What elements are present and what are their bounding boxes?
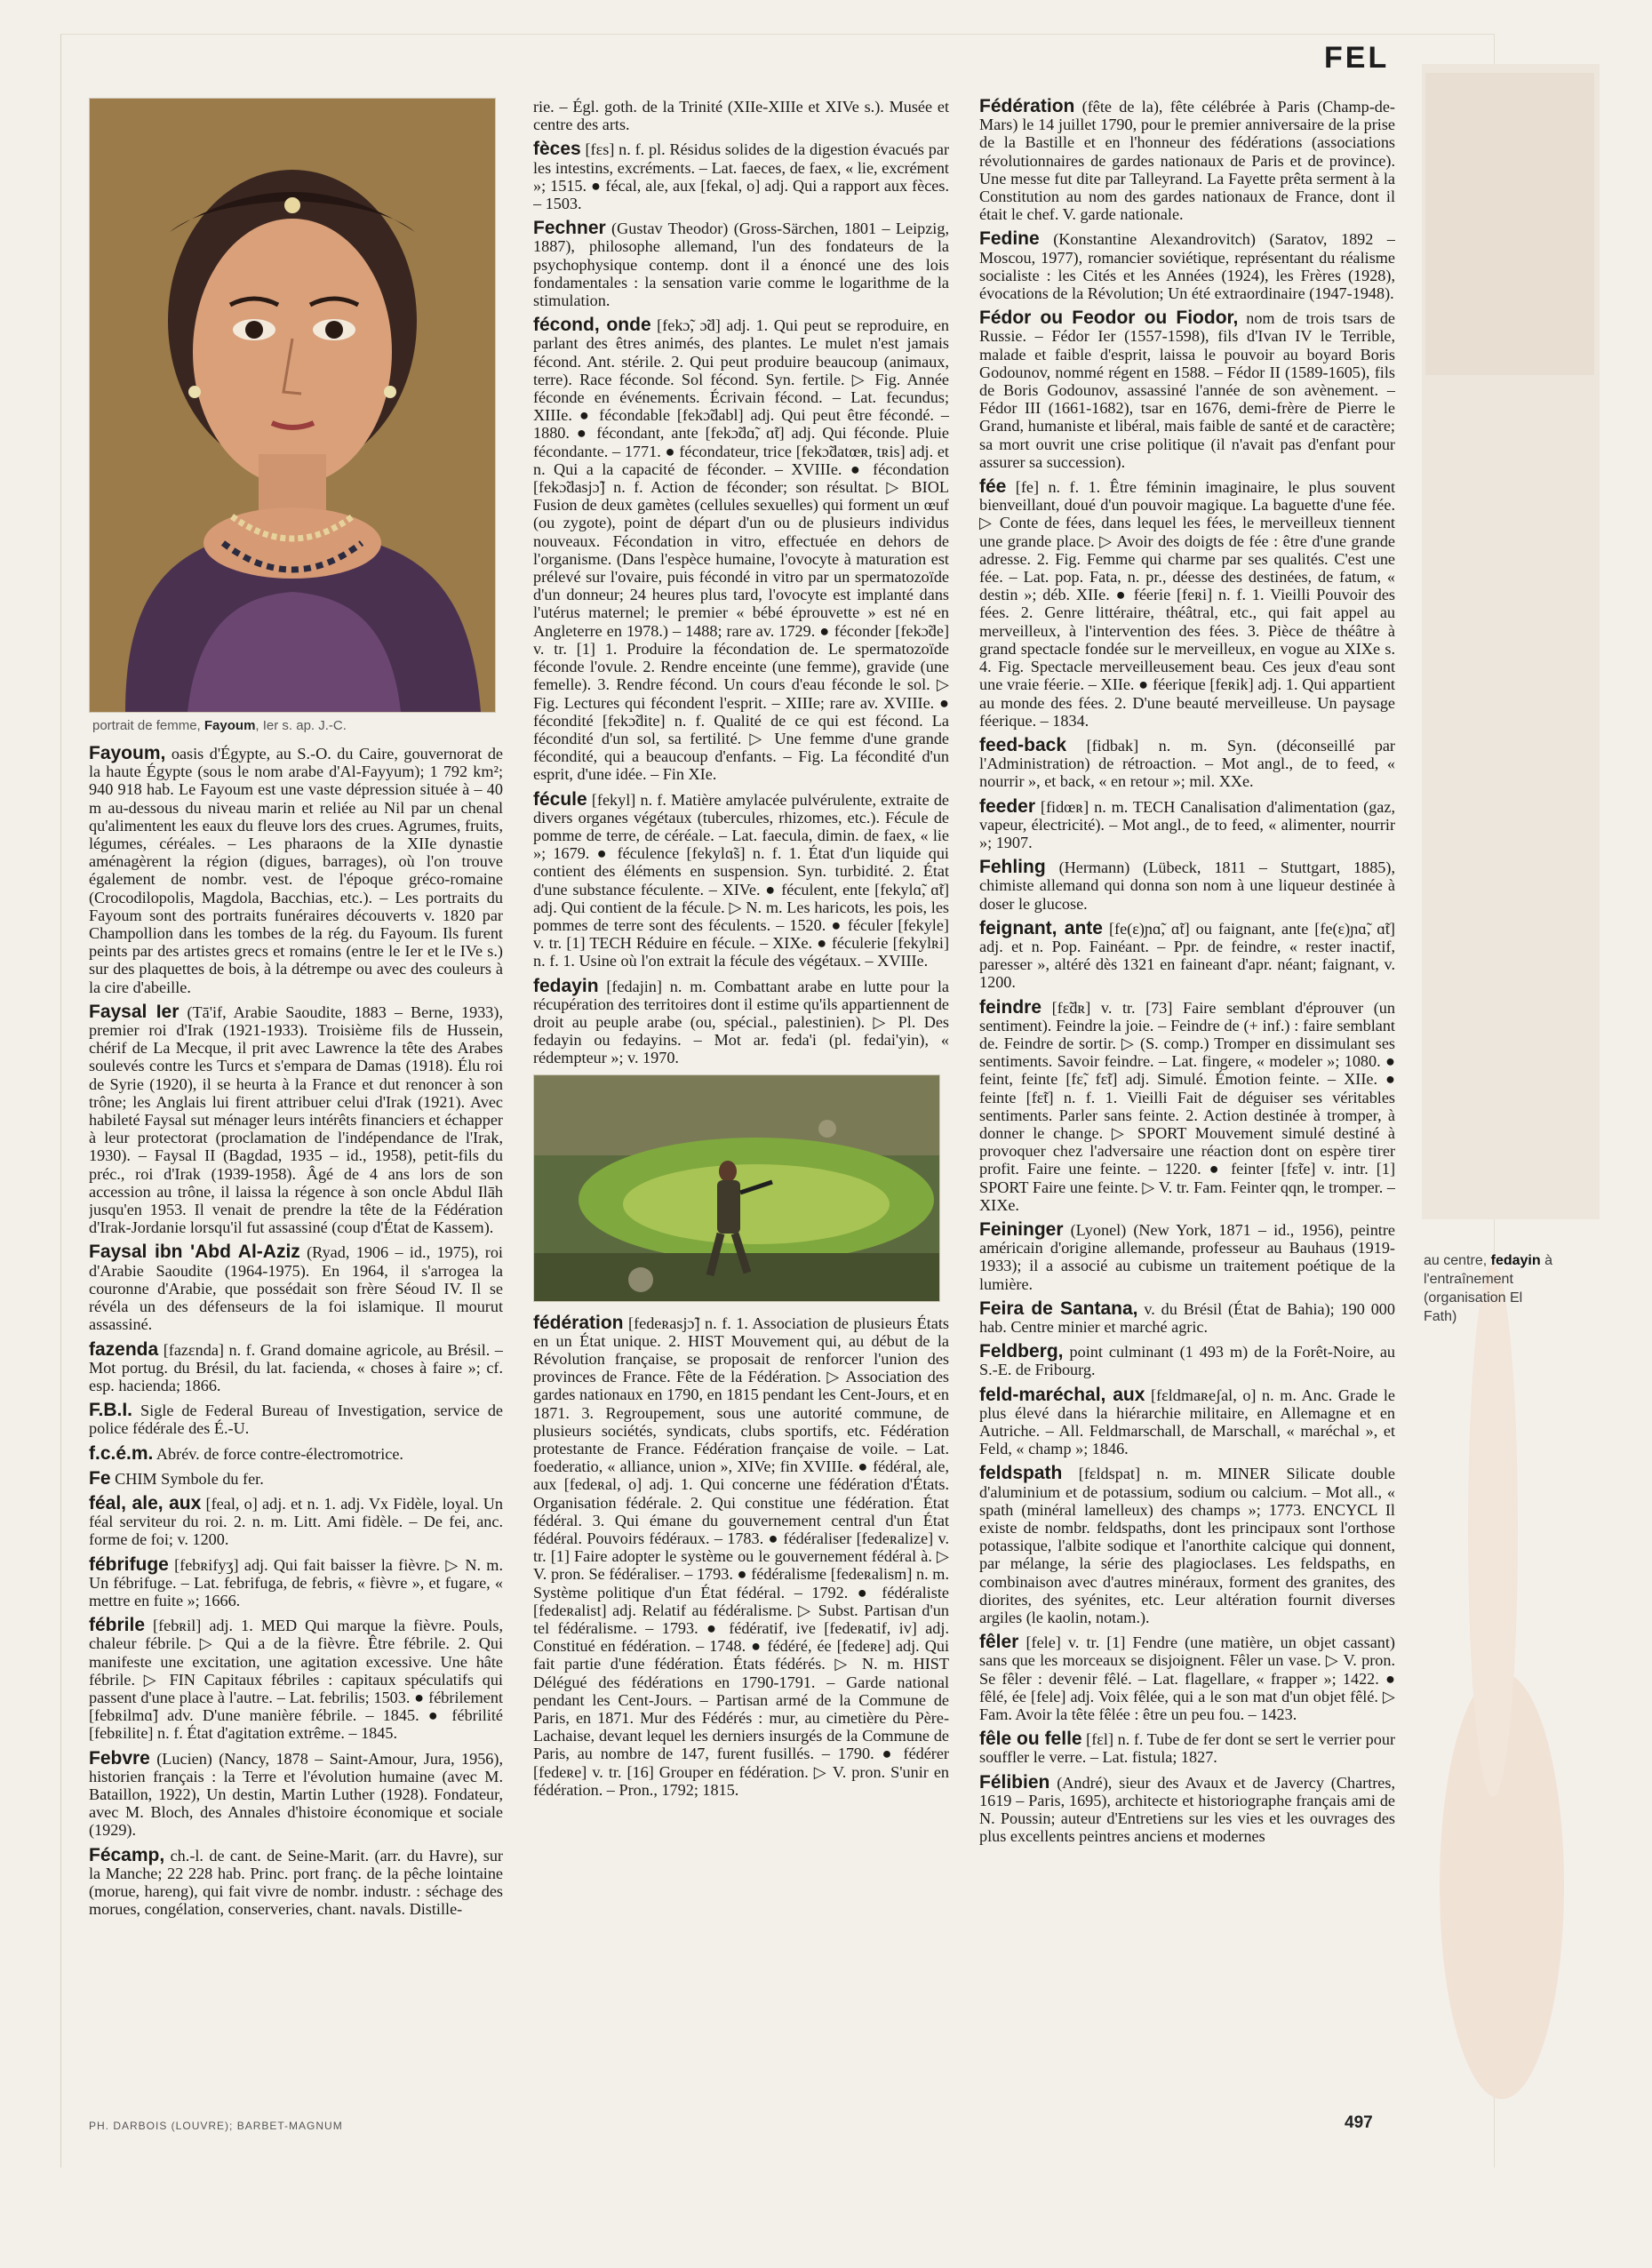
entry-faysal-1er: Faysal Ier (Tā'if, Arabie Saoudite, 1883 – Berne, 1933), premier roi d'Irak (1921-1933). Troisième fils de Hussein, chérif de La Mecque, il prit avec Lawrence la tête des Arabes soulevés contre les Turcs et s'empara de Damas (1918). Élu roi de Syrie (1920), il se heurta à la France et dut renoncer à son trône; les Anglais lui firent attribuer celui d'Irak (1921). Avec habileté Faysal sut ménager leurs intérêts financiers et échapper à leur protectorat (proclamation de l'indépendance de l'Irak, 1930). – Faysal II (Bagdad, 1935 – id., 1958), petit-fils du préc., roi d'Irak (1939-1958). Âgé de 4 ans lors de son accession au trône, il laissa la régence à son oncle Abdul Ilāh jusqu'en 1953. Il venait de prendre la tête de la Fédération d'Irak-Jordanie lorsqu'il fut assassiné (coup d'État de Kassem).: [89, 1001, 503, 1237]
entry-fazenda: fazenda [fazɛnda] n. f. Grand domaine agricole, au Brésil. – Mot portug. du Brésil, du lat. facienda, « choses à faire »; cf. esp. hacienda; 1866.: [89, 1338, 503, 1394]
entry-feininger: Feininger (Lyonel) (New York, 1871 – id., 1956), peintre américain d'origine allemande, professeur au Bauhaus (1919-1933); il a associé au cubisme un traitement poétique de la lumière.: [979, 1218, 1395, 1293]
entry-feces: fèces [fɛs] n. f. pl. Résidus solides de la digestion évacués par les intestins, excréments. – Lat. faeces, de faex, « lie, excrément »; 1515. ● fécal, ale, aux [fekal, o] adj. Qui a rapport aux fèces. – 1503.: [533, 139, 949, 213]
column-3: [979, 98, 1395, 2080]
entry-feal: féal, ale, aux [feal, o] adj. et n. 1. adj. Vx Fidèle, loyal. Un féal serviteur du roi. 2. n. m. Litt. Ami fidèle. – De fei, anc. forme de foi; v. 1200.: [89, 1492, 503, 1549]
entry-feignant: feignant, ante [fe(ɛ)ɲɑ̃, ɑ̃t] ou faignant, ante [fe(ɛ)ɲɑ̃, ɑ̃t] adj. et n. Pop. Fainéant. – Ppr. de feindre, « rester inactif, paresser », altéré dès 1321 en faineant d'apr. néant; faignant, v. 1200.: [979, 917, 1395, 992]
entry-fechner: Fechner (Gustav Theodor) (Gross-Särchen, 1801 – Leipzig, 1887), philosophe allemand, l'un des fondateurs de la psychophysique contemp. dont il a énoncé une des lois fondamentales : la sensation varie comme le logarithme de la stimulation.: [533, 218, 949, 310]
entry-febvre: Febvre (Lucien) (Nancy, 1878 – Saint-Amour, Jura, 1956), historien français : la Terre et l'évolution humaine (avec M. Bataillon, 1922), Un destin, Martin Luther (1928). Fondateur, avec M. Bloch, des Annales d'histoire économique et sociale (1929).: [89, 1747, 503, 1840]
entry-fele: fêle ou felle [fɛl] n. f. Tube de fer dont se sert le verrier pour souffler le verre. – Lat. fistula; 1827.: [979, 1729, 1395, 1767]
entry-fecule: fécule [fekyl] n. f. Matière amylacée pulvérulente, extraite de divers organes végétaux (tubercules, rhizomes, etc.). Fécule de pomme de terre, de céréale. – Lat. faecula, dimin. de faex, « lie »; 1679. ● féculence [fekylɑ̃s] n. f. 1. État d'un liquide qui contient des éléments en suspension. Syn. turbidité. 2. État d'une substance féculente. – XIVe. ● féculent, ente [fekylɑ̃, ɑ̃t] adj. Qui contient de la fécule. ▷ N. m. Les haricots, les pois, les pommes de terre sont des féculents. – 1520. ● féculer [fekyle] v. tr. [1] TECH Réduire en fécule. – XIXe. ● féculerie [fekylʀi] n. f. 1. Usine où l'on extrait la fécule des végétaux. – XVIIIe.: [533, 788, 949, 970]
side-caption-fedayin: au centre, fedayin à l'entraînement (organisation El Fath): [1424, 1253, 1552, 1324]
page-number: 497: [1345, 2113, 1373, 2132]
entry-feira-de-santana: Feira de Santana, v. du Brésil (État de Bahia); 190 000 hab. Centre minier et marché agric.: [979, 1298, 1395, 1336]
entry-feldspath: feldspath [fɛldspat] n. m. MINER Silicate double d'aluminium et de potassium, sodium ou calcium. – Mot all., « spath (minéral lamelleux) des champs »; 1773. ENCYCL Il existe de nombr. feldspaths, dont les principaux sont l'orthose potassique, l'albite sodique et l'anorthite calcique qui donnent, par mélange, la série des plagioclases. Les feldspaths, en combinaison avec d'autres minéraux, forment des granites, des diorites, des syénites, etc. Leur altération fournit diverses argiles (le kaolin, notam.).: [979, 1463, 1395, 1627]
running-head: FEL: [1324, 41, 1390, 75]
entry-feed-back: feed-back [fidbak] n. m. Syn. (déconseillé par l'Administration) de rétroaction. – Mot angl., de to feed, « nourrir », et back, « en retour »; mil. XXe.: [979, 734, 1395, 791]
figure-caption: portrait de femme, Fayoum, Ier s. ap. J.-C.: [92, 718, 347, 733]
column-1: [89, 98, 503, 2080]
entry-feindre: feindre [fɛ̃dʀ] v. tr. [73] Faire semblant d'éprouver (un sentiment). Feindre la joie. – Feindre de (+ inf.) : faire semblant de. Feindre de sortir. ▷ (S. comp.) Tromper en dissimulant ses sentiments. Savoir feindre. – Lat. fingere, « modeler »; 1080. ● feint, feinte [fɛ̃, fɛ̃t] adj. Simulé. Émotion feinte. – XIIe. ● feinte [fɛ̃t] n. f. 1. Vieilli Fait de déguiser ses véritables sentiments. Parler sans feinte. 2. Action destinée à tromper, à donner le change. ▷ SPORT Mouvement simulé destiné à provoquer chez l'adversaire une réaction dont on espère tirer profit. Faire une feinte. – 1220. ● feinter [fɛ̃te] v. intr. [1] SPORT Faire une feinte. ▷ V. tr. Fam. Feinter qqn, le tromper. – XIXe.: [979, 996, 1395, 1214]
entry-fbi: F.B.I. Sigle de Federal Bureau of Investigation, service de police fédérale des É.-U.: [89, 1400, 503, 1438]
fayoum-portrait-image: [89, 98, 496, 713]
entry-fecamp: Fécamp, ch.-l. de cant. de Seine-Marit. (arr. du Havre), sur la Manche; 22 228 hab. Princ. port franç. de la pêche lointaine (morue, hareng), qui fait vivre de nombr. industr. : séchage des morues, congélation, conserveries, chant. navals. Distille-: [89, 1844, 503, 1919]
bleed-through-ghost-image: [1422, 64, 1600, 2135]
column-2: [533, 98, 949, 2080]
entry-feler: fêler [fele] v. tr. [1] Fendre (une matière, un objet cassant) sans que les morceaux se disjoignent. Fêler un vase. ▷ V. pron. Se fêler : devenir fêlé. – Lat. flagellare, « frapper »; 1422. ● fêlé, ée [fele] adj. Voix fêlée, qui a le son mat d'un objet fêlé. ▷ Fam. Avoir la tête fêlée : être un peu fou. – 1423.: [979, 1632, 1395, 1724]
entry-fecamp-continued: rie. – Égl. goth. de la Trinité (XIIe-XIIIe et XIVe s.). Musée et centre des arts.: [533, 98, 949, 134]
entry-fecond: fécond, onde [fekɔ̃, ɔ̃d] adj. 1. Qui peut se reproduire, en parlant des êtres animés, des plantes. Le mulet n'est jamais fécond. Ant. stérile. 2. Qui peut produire beaucoup (animaux, terre). Race féconde. Sol fécond. Syn. fertile. ▷ Fig. Année féconde en événements. Écrivain fécond. – Lat. fecundus; XIIIe. ● fécondable [fekɔ̃dabl] adj. Qui peut être fécondé. – 1880. ● fécondant, ante [fekɔ̃dɑ̃, ɑ̃t] adj. Qui féconde. Pluie fécondante. – 1771. ● fécondateur, trice [fekɔ̃datœʀ, tʀis] adj. et n. Qui a la capacité de féconder. – XVIIIe. ● fécondation [fekɔ̃dasjɔ̃] n. f. Action de féconder; son résultat. ▷ BIOL Fusion de deux gamètes (cellules sexuelles) qui forment un œuf (ou zygote), point de départ d'un ou de plusieurs individus nouveaux. Fécondation in vitro, effectuée en dehors de l'organisme. (Dans l'espèce humaine, l'ovocyte à maturation est prélevé sur l'ovaire, puis fécondé in vitro par un spermatozoïde d'un donneur; 24 heures plus tard, l'ovocyte est implanté dans l'utérus maternel; le premier « bébé éprouvette » est né en Angleterre en 1978.) – 1488; rare av. 1729. ● féconder [fekɔ̃de] v. tr. [1] 1. Produire la fécondation de. Le spermatozoïde féconde l'ovule. 2. Rendre enceinte (une femme), gravide (une femelle). 3. Rendre fécond. Un cours d'eau féconde le sol. ▷ Fig. Lectures qui fécondent l'esprit. – XIIIe; rare av. XVIIIe. ● fécondité [fekɔ̃dite] n. f. Qualité de ce qui est fécond. La fécondité d'un sol, sa fertilité. ▷ Une femme d'une grande fécondité, qui a beaucoup d'enfants. – Fig. La fécondité d'un esprit, d'une idée. – Fin XIe.: [533, 315, 949, 784]
entry-fedor: Fédor ou Feodor ou Fiodor, nom de trois tsars de Russie. – Fédor Ier (1557-1598), fils d'Ivan IV le Terrible, malade et faible d'esprit, laissa le pouvoir au boyard Boris Godounov, nommé régent en 1588. – Fédor II (1589-1605), fils de Boris Godounov, assassiné l'année de son avènement. – Fédor III (1661-1682), tsar en 1676, demi-frère de Pierre le Grand, humaniste et libéral, mais faible de santé et de caractère; sa mort ouvrit une crise politique (il n'avait pas d'enfant pour assurer sa succession).: [979, 307, 1395, 471]
entry-febrifuge: fébrifuge [febʀifyʒ] adj. Qui fait baisser la fièvre. ▷ N. m. Un fébrifuge. – Lat. febrifuga, de febris, « fièvre », et fugare, « mettre en fuite »; 1666.: [89, 1553, 503, 1609]
entry-federation: fédération [fedeʀasjɔ̃] n. f. 1. Association de plusieurs États en un État unique. 2. HIST Mouvement qui, au début de la Révolution française, se proposait de renforcer l'union des provinces de France. Fête de la Fédération. ▷ Association des gardes nationaux en 1790, en 1815 pendant les Cent-Jours, et en 1871. 3. Regroupement, sous une autorité commune, de plusieurs sociétés, syndicats, clubs sportifs, etc. Fédération protestante de France. Fédération française de voile. – Lat. foederatio, « alliance, union », XIVe; fin XVIIIe. ● fédéral, ale, aux [fedeʀal, o] adj. 1. Qui concerne une fédération d'États. Organisation fédérale. 2. Qui constitue une fédération. État fédéral. 3. Qui émane du gouvernement central d'un État fédéral. Pouvoirs fédéraux. – 1783. ● fédéraliser [fedeʀalize] v. tr. [1] Faire adopter le système ou le gouvernement fédéral à. ▷ V. pron. Se fédéraliser. – 1793. ● fédéralisme [fedeʀalism] n. m. Système politique d'un État fédéral. – 1792. ● fédéraliste [fedeʀalist] adj. Relatif au fédéralisme. ▷ Subst. Partisan d'un tel fédéralisme. – 1793. ● fédératif, ive [fedeʀatif, iv] adj. Constitué en fédération. – 1748. ● fédéré, ée [fedeʀe] adj. Qui fait partie d'une fédération. États fédérés. ▷ N. m. HIST Délégué des fédérations en 1790-1791. – Garde national pendant les Cent-Jours. – Partisan armé de la Commune de Paris, en 1871. Mur des Fédérés : mur, au cimetière du Père-Lachaise, devant lequel les derniers insurgés de la Commune de Paris, au nombre de 147, furent fusillés. – 1790. ● fédérer [fedeʀe] v. tr. [16] Grouper en fédération. ▷ V. pron. S'unir en fédération. – Pron., 1792; 1815.: [533, 1312, 949, 1799]
entry-fayoum: Fayoum, oasis d'Égypte, au S.-O. du Caire, gouvernorat de la haute Égypte (sous le nom arabe d'Al-Fayyum); 1 792 km²; 940 918 hab. Le Fayoum est une vaste dépression située à – 40 m au-dessous du niveau marin et reliée au Nil par un chenal qu'alimentent les eaux du fleuve lors des crues. Agrumes, fruits, légumes, céréales. – Les pharaons de la XIIe dynastie aménagèrent la région (digues, barrages), où l'on trouve également de nombr. vest. de l'époque gréco-romaine (Crocodilopolis, Magdola, Bacchias, etc.). – Les portraits du Fayoum sont des portraits funéraires découverts v. 1820 par Champollion dans les tombes de la rég. du Fayoum. Ils furent peints par des artistes grecs et romains (entre le Ier et le IVe s.) sur des plaquettes de bois, à la détrempe ou avec des couleurs à la cire d'abeille.: [89, 743, 503, 996]
entry-feeder: feeder [fidœʀ] n. m. TECH Canalisation d'alimentation (gaz, vapeur, électricité). – Mot angl., de to feed, « alimenter, nourrir »; 1907.: [979, 795, 1395, 851]
entry-fee: fée [fe] n. f. 1. Être féminin imaginaire, le plus souvent bienveillant, doué d'un pouvoir magique. La baguette d'une fée. ▷ Conte de fées, dans lequel les fées, le merveilleux tiennent une grande place. ▷ Avoir des doigts de fée : être d'une grande adresse. 2. Fig. Femme qui charme par ses qualités. C'est une fée. – Lat. pop. Fata, n. pr., déesse des destinées, de fatum, « destin »; déb. XIIe. ● féerie [feʀi] n. f. 1. Vieilli Pouvoir des fées. 2. Genre littéraire, théâtral, etc., qui fait appel au merveilleux, à l'intervention des fées. 3. Pièce de théâtre à grand spectacle fondée sur le merveilleux, en vogue au XIXe s. 4. Fig. Spectacle merveilleusement beau. Ces jeux d'eau sont une vraie féerie. – XIIe. ● féerique [feʀik] adj. 1. Qui appartient au monde des fées. 2. D'une beauté merveilleuse. Un paysage féerique. – 1834.: [979, 476, 1395, 730]
entry-fehling: Fehling (Hermann) (Lübeck, 1811 – Stuttgart, 1885), chimiste allemand qui donna son nom à une liqueur destinée à doser le glucose.: [979, 857, 1395, 913]
entry-fcem: f.c.é.m. Abrév. de force contre-électromotrice.: [89, 1442, 403, 1464]
entry-felibien: Félibien (André), sieur des Avaux et de Javercy (Chartres, 1619 – Paris, 1695), architecte et historiographe français ami de N. Poussin; auteur d'Entretiens sur les vies et les ouvrages des plus excellents peintres anciens et modernes: [979, 1771, 1395, 1846]
entry-feld-marechal: feld-maréchal, aux [fɛldmaʀeʃal, o] n. m. Anc. Grade le plus élevé dans la hiérarchie militaire, en Allemagne et en Autriche. – All. Feldmarschall, de Marschall, « maréchal », et Feld, « champ »; 1846.: [979, 1384, 1395, 1458]
entry-federation-fete: Fédération (fête de la), fête célébrée à Paris (Champ-de-Mars) le 14 juillet 1790, pour le premier anniversaire de la prise de la Bastille et en l'honneur des fédérations (associations révolutionnaires de gardes nationaux de Paris et de province). Une messe fut dite par Talleyrand. La Fayette prêta serment à la Constitution au nom des gardes nationaux de France, dont il était le chef. V. garde nationale.: [979, 98, 1395, 224]
entry-febrile: fébrile [febʀil] adj. 1. MED Qui marque la fièvre. Pouls, chaleur fébrile. ▷ Qui a de la fièvre. Être fébrile. 2. Qui manifeste une excitation, une agitation excessive. Une hâte fébrile. ▷ FIN Capitaux fébriles : capitaux spéculatifs qui passent d'une place à l'autre. – Lat. febrilis; 1503. ● fébrilement [febʀilmɑ̃] adv. D'une manière fébrile. – 1845. ● fébrilité [febʀilite] n. f. État d'agitation extrême. – 1845.: [89, 1615, 503, 1743]
entry-feldberg: Feldberg, point culminant (1 493 m) de la Forêt-Noire, au S.-E. de Fribourg.: [979, 1341, 1395, 1379]
entry-fedayin: fedayin [fedajin] n. m. Combattant arabe en lutte pour la récupération des territoires dont il estime qu'ils appartiennent de droit au peuple arabe (ou, spécial., palestinien). ▷ Pl. Des fedayin ou fedayins. – Mot ar. feda'i (pl. fedai'yin), « rédempteur »; v. 1970.: [533, 975, 949, 1067]
entry-fe: Fe CHIM Symbole du fer.: [89, 1467, 264, 1489]
entry-fedine: Fedine (Konstantine Alexandrovitch) (Saratov, 1892 – Moscou, 1977), romancier soviétique, représentant du réalisme socialiste : les Cités et les Années (1924), les Frères (1928), évocations de la Révolution; Un été extraordinaire (1947-1948).: [979, 228, 1395, 303]
fedayin-training-photo: [533, 1074, 940, 1302]
entry-faysal-ibn-abd-al-aziz: Faysal ibn 'Abd Al-Aziz (Ryad, 1906 – id., 1975), roi d'Arabie Saoudite (1964-1975). En 1964, il s'arrogea la couronne d'Arabie, que possédait son frère Séoud IV. Il se révéla un des défenseurs de la foi islamique. Il mourut assassiné.: [89, 1242, 503, 1334]
photo-credit: PH. DARBOIS (LOUVRE); BARBET-MAGNUM: [89, 2120, 343, 2132]
